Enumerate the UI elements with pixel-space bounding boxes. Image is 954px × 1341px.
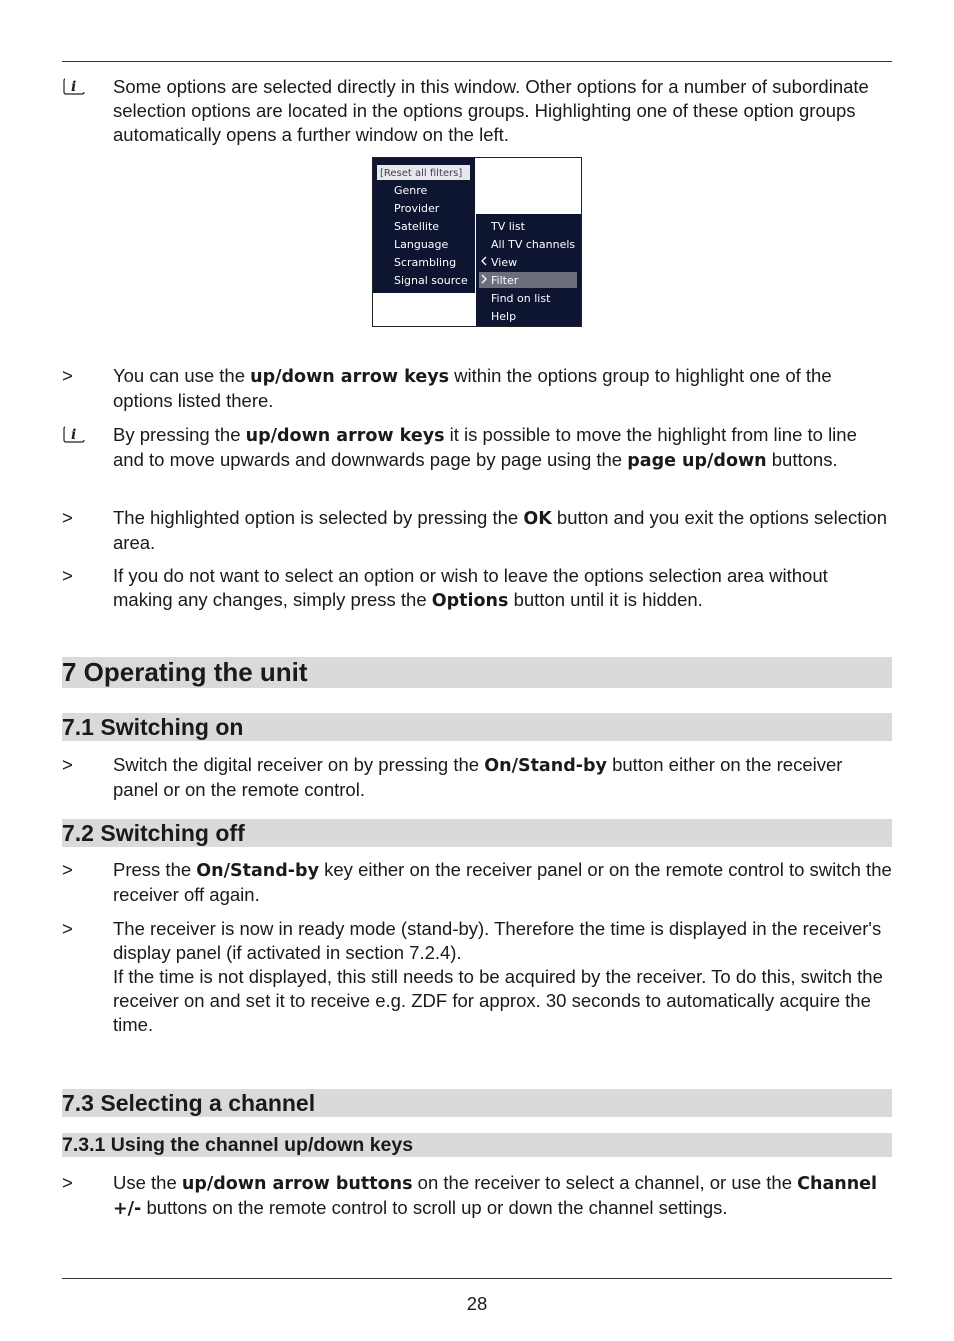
step-marker: > xyxy=(62,365,73,386)
info-icon xyxy=(62,425,86,445)
info-note-1 xyxy=(62,75,892,147)
heading-7-1: 7.1 Switching on xyxy=(62,713,892,741)
top-rule xyxy=(62,61,892,62)
bottom-rule xyxy=(62,1278,892,1279)
step-marker: > xyxy=(62,507,73,528)
svg-text:i: i xyxy=(71,79,77,95)
step-marker: > xyxy=(62,1172,73,1193)
heading-7-2: 7.2 Switching off xyxy=(62,819,892,847)
info-note-1-text: Some options are selected directly in this window. Other options for a number of subordinate selection options are located in the options groups. Highlighting one of these option groups automatically opens a further window on the left. xyxy=(113,76,869,145)
step-marker: > xyxy=(62,754,73,775)
step-marker: > xyxy=(62,565,73,586)
options-menu-item[interactable]: View xyxy=(491,256,518,269)
step-2: > The highlighted option is selected by pressing the OK button and you exit the options selection area. xyxy=(62,507,888,553)
svg-text:i: i xyxy=(71,427,77,443)
page-number: 28 xyxy=(466,1293,488,1314)
filter-option-item[interactable]: Signal source xyxy=(394,274,468,287)
filter-option-item[interactable]: Provider xyxy=(394,202,440,215)
info-note-2: i By pressing the up/down arrow keys it is possible to move the highlight from line to line and to move upwards and downwards page by page using the page up/down buttons. xyxy=(62,423,892,473)
options-menu-item[interactable]: All TV channels xyxy=(491,238,576,251)
heading-7-3-1: 7.3.1 Using the channel up/down keys xyxy=(62,1133,892,1157)
step-marker: > xyxy=(62,918,73,939)
info-icon xyxy=(62,77,86,97)
filter-option-item[interactable]: Genre xyxy=(394,184,428,197)
sec731-step: > Use the up/down arrow buttons on the receiver to select a channel, or use the Channel +/- buttons on the remote control to scroll up or down the channel settings. xyxy=(62,1172,878,1219)
options-menu-item[interactable]: TV list xyxy=(491,220,525,233)
sec72-step-2: > The receiver is now in ready mode (stand-by). Therefore the time is displayed in the receiver's display panel (if activated in section 7.2.4). If the time is not displayed, this still needs to be acquired by the receiver. To do this, switch the receiver on and set it to receive e.g. ZDF for approx. 30 seconds to automatically acquire the time. xyxy=(62,918,883,1035)
options-menu-item[interactable]: Help xyxy=(491,310,517,323)
step-marker: > xyxy=(62,859,73,880)
sec71-step: > Switch the digital receiver on by pressing the On/Stand-by button either on the receiver panel or on the remote control. xyxy=(62,754,843,800)
options-menu-screenshot xyxy=(372,157,582,327)
options-menu-item[interactable]: Find on list xyxy=(491,292,551,305)
filter-option-item[interactable]: Scrambling xyxy=(394,256,457,269)
sec72-step-1: > Press the On/Stand-by key either on the receiver panel or on the remote control to switch the receiver off again. xyxy=(62,859,892,905)
filter-option-item[interactable]: Satellite xyxy=(394,220,440,233)
step-1: > You can use the up/down arrow keys within the options group to highlight one of the options listed there. xyxy=(62,365,832,411)
step-3: > If you do not want to select an option or wish to leave the options selection area without making any changes, simply press the Options button until it is hidden. xyxy=(62,565,828,611)
heading-7-3: 7.3 Selecting a channel xyxy=(62,1089,892,1117)
reset-filters-item[interactable]: [Reset all filters] xyxy=(380,168,463,179)
filter-option-item[interactable]: Language xyxy=(394,238,449,251)
heading-chapter-7: 7 Operating the unit xyxy=(62,657,892,688)
options-menu-item[interactable]: Filter xyxy=(491,274,519,287)
